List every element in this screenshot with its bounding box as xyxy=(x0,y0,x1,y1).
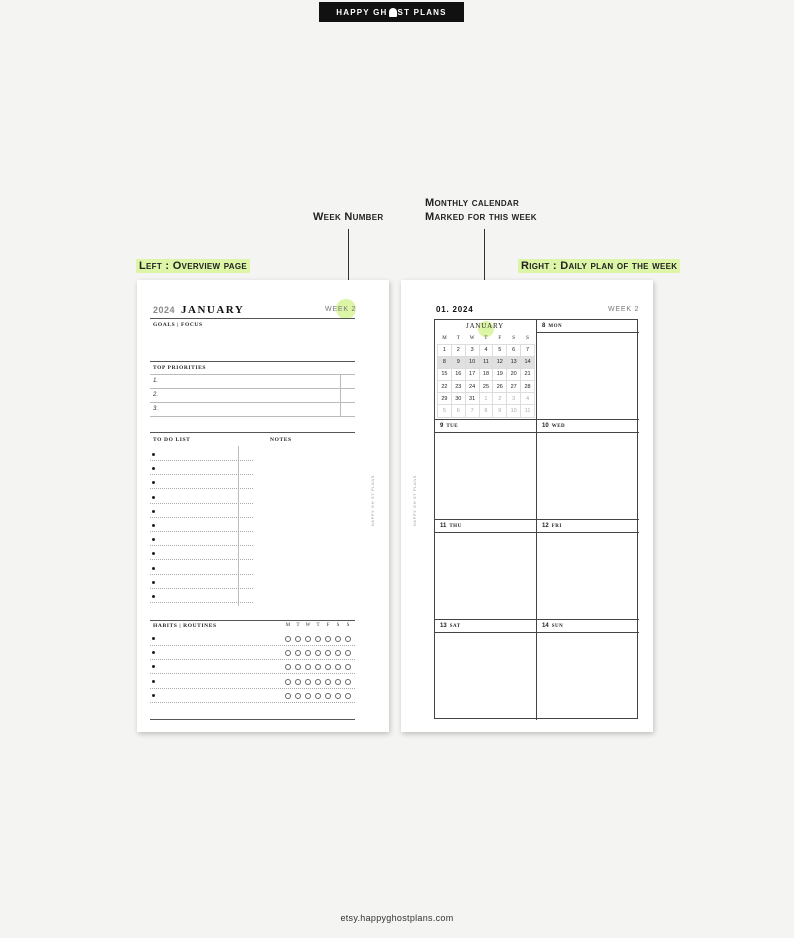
mini-weekday: T xyxy=(456,336,460,342)
mini-calendar-cell xyxy=(435,320,537,420)
habit-checkbox-row xyxy=(285,679,355,685)
mini-date: 18 xyxy=(479,368,493,380)
mini-date: 11 xyxy=(521,405,535,417)
todo-line xyxy=(150,503,253,504)
habit-checkbox[interactable] xyxy=(335,679,341,685)
mini-date: 3 xyxy=(507,393,521,405)
side-brand: HAPPY GH ST PLANS xyxy=(370,475,375,527)
habit-checkbox[interactable] xyxy=(345,636,351,642)
day-header-fri: 12 FRI xyxy=(542,523,562,529)
mini-date: 17 xyxy=(465,368,479,380)
habits-rule xyxy=(150,620,355,621)
todo-bullet xyxy=(152,538,155,541)
habit-day: F xyxy=(326,623,330,628)
habit-checkbox[interactable] xyxy=(345,664,351,670)
habit-checkbox[interactable] xyxy=(295,664,301,670)
habit-line xyxy=(150,702,355,703)
mini-date: 26 xyxy=(493,381,507,393)
habit-day: T xyxy=(316,623,320,628)
habit-line xyxy=(150,688,355,689)
habit-checkbox[interactable] xyxy=(285,664,291,670)
habit-checkbox[interactable] xyxy=(315,664,321,670)
habit-checkbox[interactable] xyxy=(335,664,341,670)
habit-checkbox[interactable] xyxy=(305,664,311,670)
todo-bullet xyxy=(152,481,155,484)
todo-line xyxy=(150,531,253,532)
habit-checkbox-row xyxy=(285,650,355,656)
habit-checkbox[interactable] xyxy=(315,679,321,685)
mini-date: 27 xyxy=(507,381,521,393)
side-brand: HAPPY GH ST PLANS xyxy=(412,475,417,527)
habit-day: W xyxy=(305,623,311,628)
habit-line xyxy=(150,645,355,646)
habit-checkbox[interactable] xyxy=(345,693,351,699)
habit-checkbox[interactable] xyxy=(325,679,331,685)
header-rule xyxy=(150,318,355,319)
habit-checkbox[interactable] xyxy=(315,650,321,656)
mini-date: 1 xyxy=(479,393,493,405)
mini-date: 20 xyxy=(507,368,521,380)
habit-checkbox[interactable] xyxy=(335,636,341,642)
mini-date: 28 xyxy=(521,381,535,393)
mini-date: 7 xyxy=(521,344,535,356)
mini-weekday: F xyxy=(498,336,502,342)
mini-date: 10 xyxy=(507,405,521,417)
habit-day-headers xyxy=(283,623,353,628)
annotation-right-label: Right : Daily plan of the week xyxy=(518,259,680,273)
ghost-icon xyxy=(389,8,397,17)
habit-bullet xyxy=(152,637,155,640)
todo-heading: TO DO LIST xyxy=(153,437,191,443)
mini-weekday: S xyxy=(512,336,516,342)
habit-checkbox[interactable] xyxy=(315,693,321,699)
habit-checkbox[interactable] xyxy=(295,650,301,656)
habit-day: S xyxy=(346,623,350,628)
todo-bullet xyxy=(152,510,155,513)
day-header-sat: 13 SAT xyxy=(440,623,461,629)
week-label: WEEK 2 xyxy=(608,306,640,313)
day-header-rule xyxy=(537,332,639,333)
mini-calendar xyxy=(437,334,535,418)
mini-date: 8 xyxy=(479,405,493,417)
mini-weekday: S xyxy=(526,336,529,342)
mini-date: 7 xyxy=(465,405,479,417)
habit-bullet xyxy=(152,694,155,697)
habit-line xyxy=(150,673,355,674)
mini-date: 4 xyxy=(521,393,535,405)
mini-date: 23 xyxy=(451,381,465,393)
todo-bullet xyxy=(152,496,155,499)
todo-line xyxy=(150,460,253,461)
mini-date: 9 xyxy=(493,405,507,417)
mini-date: 3 xyxy=(465,344,479,356)
habit-checkbox[interactable] xyxy=(335,693,341,699)
mini-weekday: T xyxy=(484,336,488,342)
annotation-monthly-line1: Monthly calendar xyxy=(425,197,520,209)
mini-date: 14 xyxy=(521,356,535,368)
left-overview-page xyxy=(137,280,389,732)
day-cell-wed xyxy=(537,420,639,520)
mini-date: 29 xyxy=(438,393,452,405)
habit-checkbox[interactable] xyxy=(325,650,331,656)
mini-date: 1 xyxy=(438,344,452,356)
mini-date: 8 xyxy=(438,356,452,368)
day-header-rule xyxy=(435,432,639,433)
mini-date: 31 xyxy=(465,393,479,405)
habit-checkbox[interactable] xyxy=(325,664,331,670)
priority-number: 3. xyxy=(153,406,159,412)
habit-checkbox[interactable] xyxy=(325,693,331,699)
habits-heading: HABITS | ROUTINES xyxy=(153,623,217,629)
notes-heading: NOTES xyxy=(270,437,292,443)
mini-date: 22 xyxy=(438,381,452,393)
mini-date: 6 xyxy=(451,405,465,417)
habit-checkbox[interactable] xyxy=(335,650,341,656)
habit-checkbox[interactable] xyxy=(285,636,291,642)
todo-bullet xyxy=(152,595,155,598)
mini-date: 12 xyxy=(493,356,507,368)
habit-checkbox[interactable] xyxy=(285,650,291,656)
mini-date: 5 xyxy=(493,344,507,356)
mini-date: 6 xyxy=(507,344,521,356)
footer-url[interactable]: etsy.happyghostplans.com xyxy=(340,913,454,923)
mini-weekday: W xyxy=(469,336,475,342)
day-cell-tue xyxy=(435,420,537,520)
day-header-thu: 11 THU xyxy=(440,523,462,529)
habit-checkbox[interactable] xyxy=(345,650,351,656)
day-header-mon: 8 MON xyxy=(542,323,563,329)
priority-line xyxy=(150,416,355,417)
day-header-wed: 10 WED xyxy=(542,423,566,429)
todo-bullet xyxy=(152,453,155,456)
todo-bullet xyxy=(152,524,155,527)
mini-date: 16 xyxy=(451,368,465,380)
priority-line xyxy=(150,388,355,389)
annotation-left-label: Left : Overview page xyxy=(136,259,250,273)
day-cell-sat xyxy=(435,620,537,720)
priority-line xyxy=(150,402,355,403)
habit-day: T xyxy=(296,623,300,628)
habit-bullet xyxy=(152,651,155,654)
mini-date: 10 xyxy=(465,356,479,368)
todo-line xyxy=(150,588,253,589)
day-header-rule xyxy=(435,632,639,633)
habit-bullet xyxy=(152,680,155,683)
todo-line xyxy=(150,488,253,489)
mini-date: 2 xyxy=(493,393,507,405)
habit-checkbox[interactable] xyxy=(305,636,311,642)
week-grid xyxy=(434,319,638,719)
habit-checkbox[interactable] xyxy=(305,679,311,685)
habit-checkbox-row xyxy=(285,664,355,670)
todo-bullet xyxy=(152,567,155,570)
habits-bottom-rule xyxy=(150,719,355,720)
habit-checkbox[interactable] xyxy=(285,693,291,699)
priorities-heading: TOP PRIORITIES xyxy=(153,365,207,371)
page-title xyxy=(153,300,244,318)
mini-date: 5 xyxy=(438,405,452,417)
mini-date: 2 xyxy=(451,344,465,356)
habit-checkbox[interactable] xyxy=(295,636,301,642)
mini-weekday: M xyxy=(442,336,447,342)
mini-calendar-month: JANUARY xyxy=(466,322,504,330)
brand-text-left: HAPPY GH xyxy=(336,7,388,17)
mini-date: 9 xyxy=(451,356,465,368)
todo-line xyxy=(150,559,253,560)
todo-bullet xyxy=(152,552,155,555)
todo-line xyxy=(150,517,253,518)
mini-date: 4 xyxy=(479,344,493,356)
day-cell-sun xyxy=(537,620,639,720)
priority-number: 2. xyxy=(153,392,159,398)
habit-checkbox-row xyxy=(285,693,355,699)
habit-checkbox[interactable] xyxy=(345,679,351,685)
goals-heading: GOALS | FOCUS xyxy=(153,322,203,328)
todo-line xyxy=(150,474,253,475)
habit-day: M xyxy=(285,623,291,628)
day-cell-mon xyxy=(537,320,639,420)
mini-date: 15 xyxy=(438,368,452,380)
habit-checkbox[interactable] xyxy=(285,679,291,685)
week-label: WEEK 2 xyxy=(325,306,357,313)
habit-checkbox[interactable] xyxy=(305,693,311,699)
priority-number: 1. xyxy=(153,378,159,384)
mini-date: 21 xyxy=(521,368,535,380)
mini-date: 11 xyxy=(479,356,493,368)
title-month: JANUARY xyxy=(181,304,245,316)
mini-date: 19 xyxy=(493,368,507,380)
priorities-subrule xyxy=(150,374,355,375)
priorities-rule xyxy=(150,361,355,362)
day-header-tue: 9 TUE xyxy=(440,423,459,429)
todo-line xyxy=(150,574,253,575)
day-cell-fri xyxy=(537,520,639,620)
todo-line xyxy=(150,545,253,546)
brand-logo xyxy=(319,2,464,22)
annotation-week-number: Week Number xyxy=(313,211,384,223)
habit-checkbox-row xyxy=(285,636,355,642)
habit-line xyxy=(150,659,355,660)
todo-rule xyxy=(150,432,355,433)
habit-checkbox[interactable] xyxy=(325,636,331,642)
priority-checkbox-column xyxy=(340,375,341,416)
mini-date: 13 xyxy=(507,356,521,368)
day-cell-thu xyxy=(435,520,537,620)
habit-checkbox[interactable] xyxy=(305,650,311,656)
day-header-rule xyxy=(435,532,639,533)
habit-checkbox[interactable] xyxy=(315,636,321,642)
mini-date: 25 xyxy=(479,381,493,393)
habit-checkbox[interactable] xyxy=(295,693,301,699)
todo-bullet xyxy=(152,467,155,470)
todo-checkbox-column xyxy=(238,446,239,606)
title-year: 2024 xyxy=(153,305,176,315)
day-header-sun: 14 SUN xyxy=(542,623,564,629)
mini-date: 30 xyxy=(451,393,465,405)
habit-checkbox[interactable] xyxy=(295,679,301,685)
page-year: 01. 2024 xyxy=(436,305,474,314)
todo-line xyxy=(150,602,253,603)
annotation-monthly-line2: Marked for this week xyxy=(425,211,537,223)
right-daily-page xyxy=(401,280,653,732)
todo-bullet xyxy=(152,581,155,584)
habit-bullet xyxy=(152,665,155,668)
brand-text-right: ST PLANS xyxy=(397,7,447,17)
habit-day: S xyxy=(336,623,340,628)
mini-date: 24 xyxy=(465,381,479,393)
